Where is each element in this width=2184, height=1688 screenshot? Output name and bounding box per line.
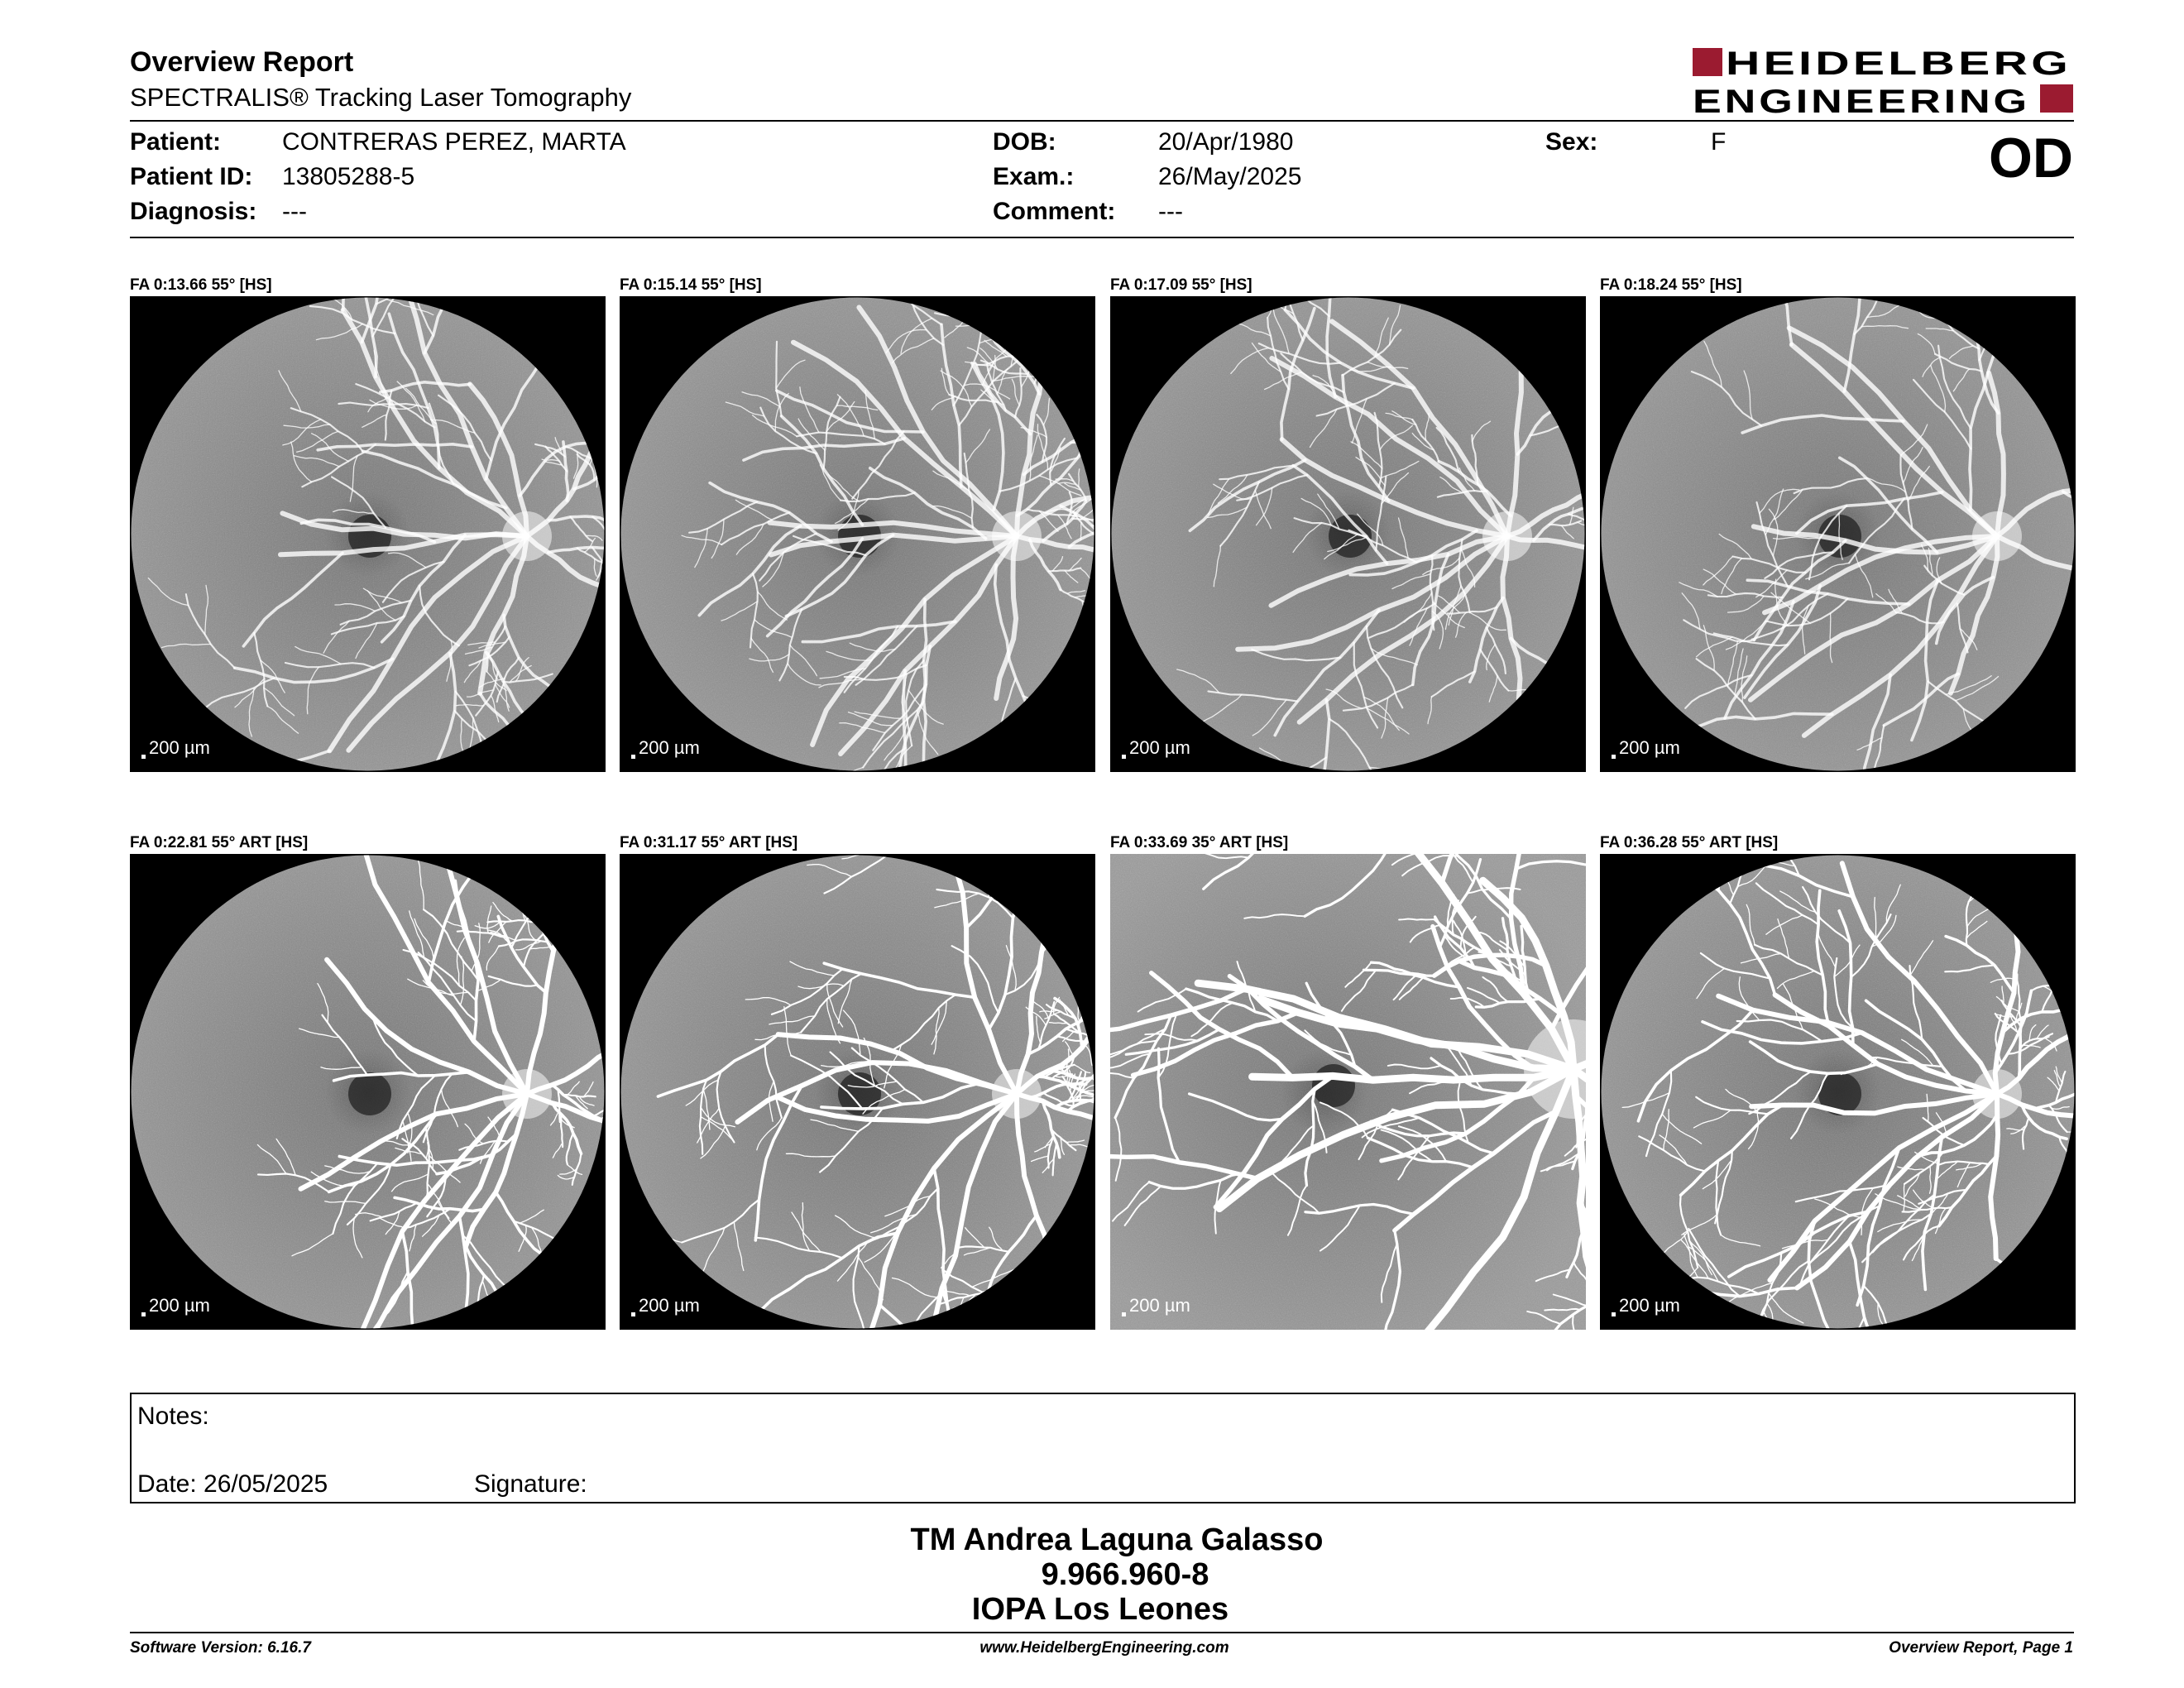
signatory-org: IOPA Los Leones: [971, 1592, 1229, 1627]
exam-label: Exam.:: [993, 163, 1075, 190]
dob-label: DOB:: [993, 128, 1056, 156]
fundus-image[interactable]: [1110, 296, 1586, 772]
comment-value: ---: [1158, 198, 1183, 225]
sex-label: Sex:: [1545, 128, 1598, 156]
scale-bar: 200 µm: [631, 737, 700, 759]
fundus-image[interactable]: [1600, 854, 2076, 1330]
image-caption: FA 0:15.14 55° [HS]: [620, 276, 762, 294]
website-link[interactable]: www.HeidelbergEngineering.com: [979, 1639, 1229, 1657]
header-divider: [130, 120, 2074, 122]
scale-bar: 200 µm: [1122, 737, 1190, 759]
patient-id-value: 13805288-5: [282, 163, 415, 190]
eye-indicator: OD: [1989, 127, 2073, 189]
signatory-id: 9.966.960-8: [1041, 1557, 1209, 1592]
patient-value: CONTRERAS PEREZ, MARTA: [282, 128, 626, 156]
fundus-image[interactable]: [130, 854, 606, 1330]
patient-label: Patient:: [130, 128, 222, 156]
scale-bar: 200 µm: [1122, 1295, 1190, 1316]
date-label: Date: 26/05/2025: [137, 1470, 328, 1498]
fundus-image-zoomed[interactable]: [1110, 854, 1586, 1330]
fundus-image[interactable]: [1600, 296, 2076, 772]
heidelberg-logo: [1693, 46, 2073, 116]
page-number: Overview Report, Page 1: [1889, 1639, 2073, 1657]
scale-bar: 200 µm: [141, 1295, 210, 1316]
signature-label: Signature:: [474, 1470, 587, 1498]
scale-bar: 200 µm: [1612, 1295, 1680, 1316]
image-caption: FA 0:33.69 35° ART [HS]: [1110, 834, 1289, 851]
dob-value: 20/Apr/1980: [1158, 128, 1294, 156]
software-version: Software Version: 6.16.7: [130, 1639, 311, 1657]
sex-value: F: [1711, 128, 1727, 156]
image-caption: FA 0:31.17 55° ART [HS]: [620, 834, 798, 851]
fundus-image[interactable]: [620, 854, 1095, 1330]
scale-bar: 200 µm: [631, 1295, 700, 1316]
fundus-image[interactable]: [620, 296, 1095, 772]
scale-bar: 200 µm: [1612, 737, 1680, 759]
logo-text-2: ENGINEERING: [1693, 84, 2030, 116]
notes-label: Notes:: [137, 1403, 209, 1430]
patient-divider: [130, 237, 2074, 238]
image-caption: FA 0:22.81 55° ART [HS]: [130, 834, 309, 851]
diagnosis-label: Diagnosis:: [130, 198, 257, 225]
patient-id-label: Patient ID:: [130, 163, 253, 190]
image-caption: FA 0:17.09 55° [HS]: [1110, 276, 1252, 294]
logo-text-1: HEIDELBERG: [1726, 46, 2071, 82]
notes-box[interactable]: [130, 1393, 2076, 1503]
image-caption: FA 0:36.28 55° ART [HS]: [1600, 834, 1779, 851]
signatory-name: TM Andrea Laguna Galasso: [910, 1523, 1324, 1557]
diagnosis-value: ---: [282, 198, 307, 225]
scale-bar: 200 µm: [141, 737, 210, 759]
exam-value: 26/May/2025: [1158, 163, 1302, 190]
image-caption: FA 0:18.24 55° [HS]: [1600, 276, 1742, 294]
report-title: Overview Report: [130, 46, 354, 78]
fundus-image[interactable]: [130, 296, 606, 772]
footer-divider: [130, 1632, 2074, 1633]
image-caption: FA 0:13.66 55° [HS]: [130, 276, 272, 294]
report-subtitle: SPECTRALIS® Tracking Laser Tomography: [130, 83, 632, 112]
comment-label: Comment:: [993, 198, 1116, 225]
